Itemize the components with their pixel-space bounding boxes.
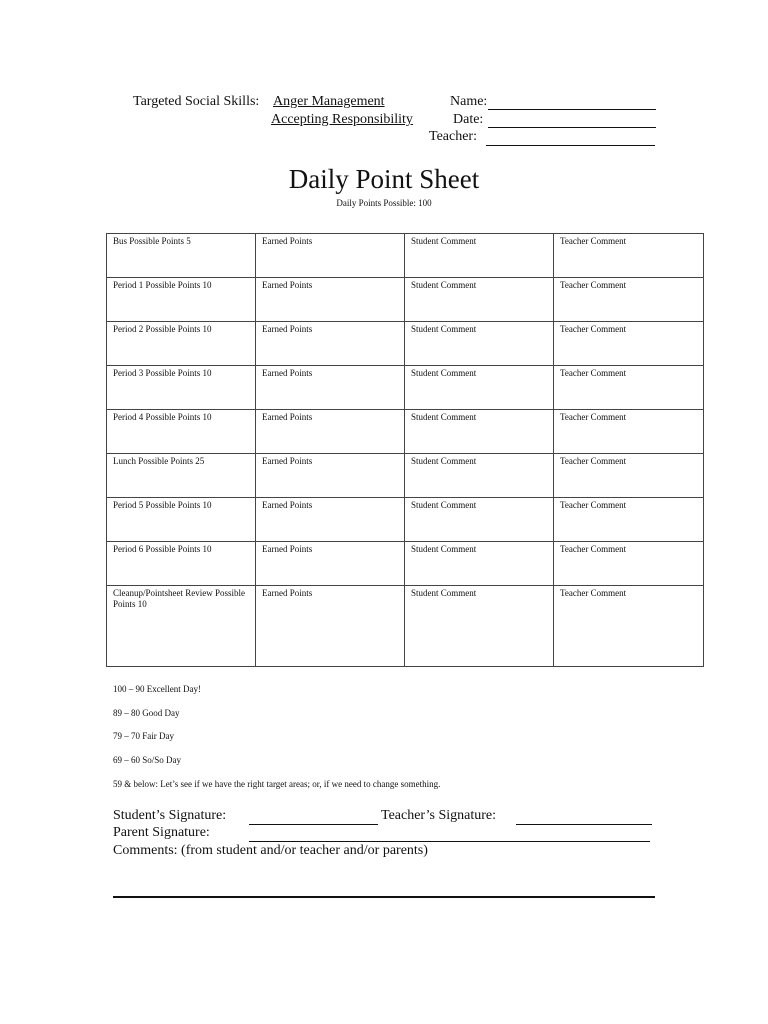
table-row bbox=[107, 278, 704, 322]
table-row bbox=[107, 366, 704, 410]
skills-label: Targeted Social Skills: bbox=[133, 94, 260, 109]
comments-label: Comments: (from student and/or teacher and/or parents) bbox=[113, 843, 428, 858]
parent-signature-field[interactable] bbox=[249, 841, 650, 842]
student-signature-label: Student’s Signature: bbox=[113, 808, 227, 823]
comments-field[interactable] bbox=[113, 896, 655, 898]
teacher-signature-field[interactable] bbox=[516, 824, 652, 825]
teacher-comment-cell[interactable]: Teacher Comment bbox=[554, 234, 704, 278]
earned-points-cell[interactable]: Earned Points bbox=[256, 498, 405, 542]
teacher-comment-cell[interactable]: Teacher Comment bbox=[554, 498, 704, 542]
teacher-comment-cell[interactable]: Teacher Comment bbox=[554, 322, 704, 366]
skill-accepting-responsibility: Accepting Responsibility bbox=[271, 112, 413, 127]
period-cell: Lunch Possible Points 25 bbox=[107, 454, 256, 498]
page-title: Daily Point Sheet bbox=[288, 164, 480, 194]
teacher-label: Teacher: bbox=[429, 129, 477, 144]
earned-points-cell[interactable]: Earned Points bbox=[256, 322, 405, 366]
student-comment-cell[interactable]: Student Comment bbox=[405, 498, 554, 542]
period-cell: Period 5 Possible Points 10 bbox=[107, 498, 256, 542]
student-comment-cell[interactable]: Student Comment bbox=[405, 454, 554, 498]
earned-points-cell[interactable]: Earned Points bbox=[256, 278, 405, 322]
table-row bbox=[107, 586, 704, 667]
teacher-comment-cell[interactable]: Teacher Comment bbox=[554, 586, 704, 667]
earned-points-cell[interactable]: Earned Points bbox=[256, 542, 405, 586]
table-row bbox=[107, 542, 704, 586]
period-cell: Period 6 Possible Points 10 bbox=[107, 542, 256, 586]
student-signature-field[interactable] bbox=[249, 824, 378, 825]
teacher-comment-cell[interactable]: Teacher Comment bbox=[554, 542, 704, 586]
teacher-field[interactable] bbox=[486, 145, 655, 146]
period-cell: Period 4 Possible Points 10 bbox=[107, 410, 256, 454]
earned-points-cell[interactable]: Earned Points bbox=[256, 454, 405, 498]
student-comment-cell[interactable]: Student Comment bbox=[405, 366, 554, 410]
scale-item: 79 – 70 Fair Day bbox=[113, 731, 174, 741]
name-label: Name: bbox=[450, 94, 488, 109]
period-cell: Bus Possible Points 5 bbox=[107, 234, 256, 278]
table-row bbox=[107, 234, 704, 278]
student-comment-cell[interactable]: Student Comment bbox=[405, 234, 554, 278]
earned-points-cell[interactable]: Earned Points bbox=[256, 234, 405, 278]
date-label: Date: bbox=[453, 112, 484, 127]
parent-signature-label: Parent Signature: bbox=[113, 825, 210, 840]
student-comment-cell[interactable]: Student Comment bbox=[405, 410, 554, 454]
teacher-signature-label: Teacher’s Signature: bbox=[381, 808, 496, 823]
table-row bbox=[107, 454, 704, 498]
table-row bbox=[107, 322, 704, 366]
table-row bbox=[107, 498, 704, 542]
date-field[interactable] bbox=[488, 127, 656, 128]
skill-anger-management: Anger Management bbox=[273, 94, 385, 109]
period-cell: Period 3 Possible Points 10 bbox=[107, 366, 256, 410]
scale-item: 59 & below: Let’s see if we have the right target areas; or, if we need to change something. bbox=[113, 779, 441, 789]
teacher-comment-cell[interactable]: Teacher Comment bbox=[554, 366, 704, 410]
earned-points-cell[interactable]: Earned Points bbox=[256, 366, 405, 410]
student-comment-cell[interactable]: Student Comment bbox=[405, 542, 554, 586]
teacher-comment-cell[interactable]: Teacher Comment bbox=[554, 454, 704, 498]
earned-points-cell[interactable]: Earned Points bbox=[256, 410, 405, 454]
student-comment-cell[interactable]: Student Comment bbox=[405, 322, 554, 366]
scale-item: 89 – 80 Good Day bbox=[113, 708, 180, 718]
period-cell: Period 2 Possible Points 10 bbox=[107, 322, 256, 366]
student-comment-cell[interactable]: Student Comment bbox=[405, 586, 554, 667]
points-table bbox=[106, 233, 704, 667]
page-subtitle: Daily Points Possible: 100 bbox=[336, 198, 432, 208]
period-cell: Cleanup/Pointsheet Review Possible Points 10 bbox=[107, 586, 256, 667]
table-row bbox=[107, 410, 704, 454]
student-comment-cell[interactable]: Student Comment bbox=[405, 278, 554, 322]
name-field[interactable] bbox=[488, 109, 656, 110]
scale-item: 100 – 90 Excellent Day! bbox=[113, 684, 201, 694]
teacher-comment-cell[interactable]: Teacher Comment bbox=[554, 410, 704, 454]
scale-item: 69 – 60 So/So Day bbox=[113, 755, 182, 765]
teacher-comment-cell[interactable]: Teacher Comment bbox=[554, 278, 704, 322]
earned-points-cell[interactable]: Earned Points bbox=[256, 586, 405, 667]
period-cell: Period 1 Possible Points 10 bbox=[107, 278, 256, 322]
